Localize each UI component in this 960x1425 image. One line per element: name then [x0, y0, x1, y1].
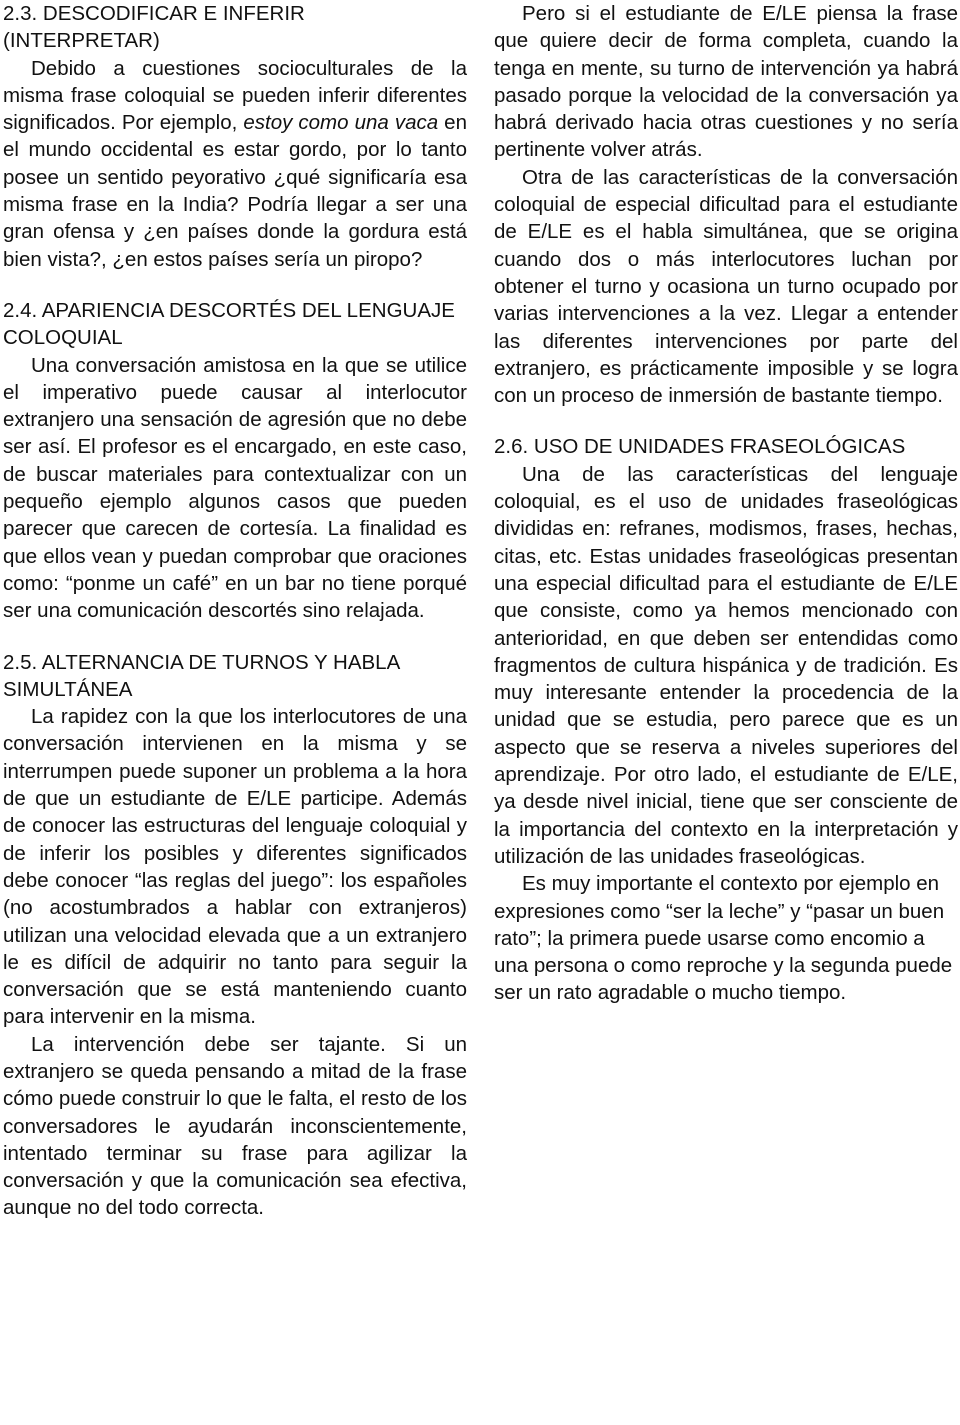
section-heading: 2.4. APARIENCIA DESCORTÉS DEL LENGUAJE COLOQUIAL — [3, 298, 455, 350]
section-2-3 — [3, 0, 467, 273]
section-2-5-continued — [494, 0, 958, 409]
paragraph — [3, 55, 467, 273]
section-heading: 2.6. USO DE UNIDADES FRASEOLÓGICAS — [494, 435, 906, 459]
paragraph: Una de las características del lenguaje coloquial, es el uso de unidades fraseológicas divididas en: refranes, modismos, frases, hechas, citas, etc. Estas unidades fraseológicas presentan una especial dificultad para el estudiante de E/LE que consiste, como ya hemos mencionado con anterioridad, en que deben ser entendidas como fragmentos de cultura hispánica y de tradición. Es muy interesante entender la procedencia de la unidad que se estudia, pero parece que es un aspecto que se reserva a niveles superiores del aprendizaje. Por otro lado, el estudiante de E/LE, ya desde nivel inicial, tiene que ser consciente de la importancia del contexto en la interpretación y utilización de las unidades fraseológicas. — [494, 462, 958, 868]
paragraph: Otra de las características de la conversación coloquial de especial dificultad para el estudiante de E/LE es el habla simultánea, que se origina cuando dos o más interlocutores luchan por obtener el turno y ocasiona un turno ocupado por varias intervenciones a la vez. Llegar a entender las diferentes intervenciones por parte del extranjero, es prácticamente imposible y se logra con un proceso de inmersión de bastante tiempo. — [494, 165, 958, 408]
left-column — [3, 0, 467, 1222]
section-2-5 — [3, 649, 467, 1222]
section-2-6 — [494, 433, 958, 1006]
emphasis-phrase: estoy como una vaca — [243, 111, 439, 135]
paragraph: Pero si el estudiante de E/LE piensa la frase que quiere decir de forma completa, cuando la tenga en mente, su turno de intervención ya habrá pasado porque la velocidad de la conversación ya habrá derivado hacia otras cuestiones y no sería pertinente volver atrás. — [494, 2, 958, 162]
paragraph: Una conversación amistosa en la que se utilice el imperativo puede causar al interlocutor extranjero una sensación de agresión que no debe ser así. El profesor es el encargado, en este caso, de buscar materiales para contextualizar con un pequeño ejemplo algunos casos que pueden parecer que carecen de cortesía. La finalidad es que ellos vean y puedan comprobar que oraciones como: “ponme un café” en un bar no tiene porqué ser una comunicación descortés sino relajada. — [3, 353, 467, 623]
section-2-4 — [3, 297, 467, 625]
paragraph: La intervención debe ser tajante. Si un extranjero se queda pensando a mitad de la frase cómo puede construir lo que le falta, el resto de los conversadores le ayudarán inconscientemente, intentado terminar su frase para agilizar la conversación y que la comunicación sea efectiva, aunque no del todo correcta. — [3, 1032, 467, 1220]
paragraph-text: Debido a cuestiones socioculturales de la misma frase coloquial se pueden inferir diferentes significados. Por ejemplo, — [3, 56, 467, 135]
paragraph: La rapidez con la que los interlocutores de una conversación intervienen en la misma y se interrumpen puede suponer un problema a la hora de que un estudiante de E/LE participe. Además de conocer las estructuras del lenguaje coloquial y de inferir los posibles y diferentes significados debe conocer “las reglas del juego”: los españoles (no acostumbrados a hablar con extranjeros) utilizan una velocidad elevada que a un extranjero le es difícil de adquirir no tanto para seguir la conversación que se está manteniendo cuanto para intervenir en la misma. — [3, 705, 467, 1029]
paragraph-text: en el mundo occidental es estar gordo, por lo tanto posee un sentido peyorativo ¿qué significaría esa misma frase en la India? Podría llegar a ser una gran ofensa y ¿en países donde la gordura está bien vista?, ¿en estos países sería un piropo? — [3, 111, 467, 271]
section-heading: 2.5. ALTERNANCIA DE TURNOS Y HABLA SIMULTÁNEA — [3, 650, 400, 701]
right-column — [494, 0, 958, 1007]
paragraph: Es muy importante el contexto por ejemplo en expresiones como “ser la leche” y “pasar un buen rato”; la primera puede usarse como encomio a una persona o como reproche y la segunda puede ser un rato agradable o mucho tiempo. — [494, 872, 953, 1005]
section-heading: 2.3. DESCODIFICAR E INFERIR (INTERPRETAR) — [3, 2, 305, 53]
